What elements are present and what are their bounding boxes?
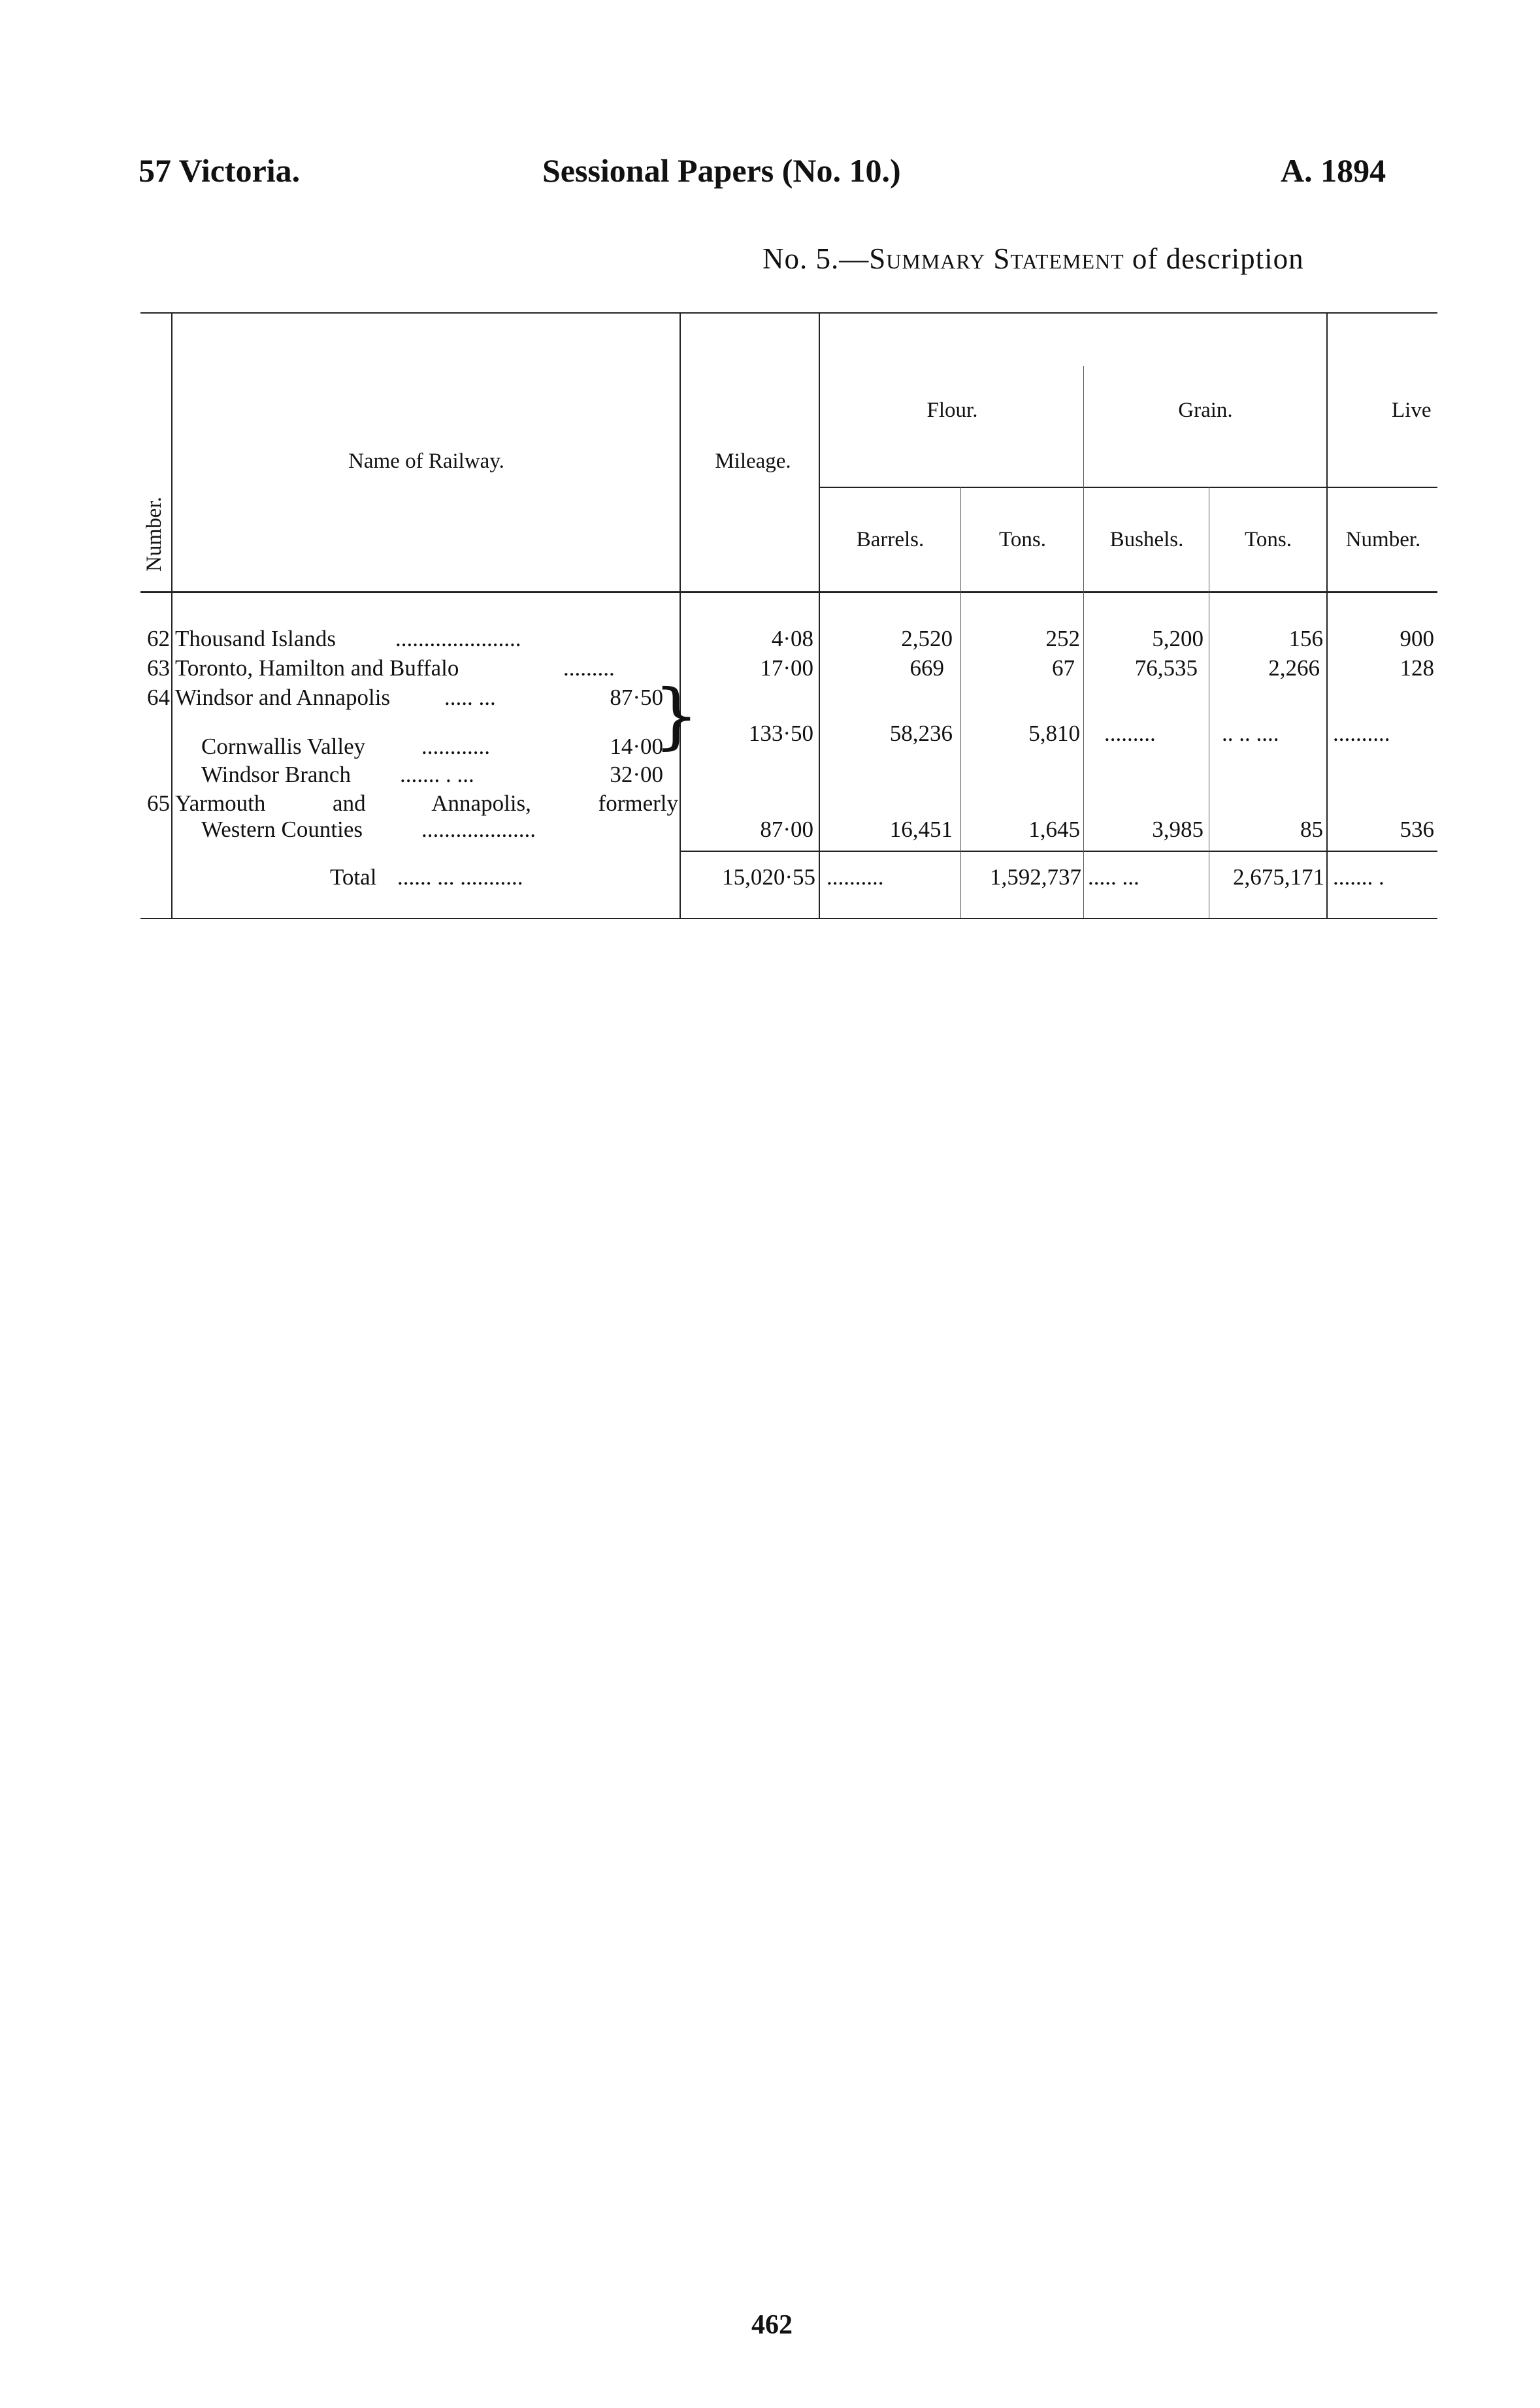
col-name-header: Name of Railway. (348, 449, 504, 473)
rule-top (140, 312, 1437, 314)
railway-branch-name: Windsor Branch (201, 762, 351, 787)
mileage-cell: 87·00 (760, 817, 813, 842)
barrels-cell: 669 (909, 655, 944, 681)
vrule-grain-live (1326, 314, 1328, 918)
total-live-number-cell: ....... . (1333, 866, 1384, 888)
row-number: 64 (147, 685, 170, 710)
railway-branch-name: Cornwallis Valley (201, 734, 366, 759)
grain-tons-cell: .. .. .... (1222, 722, 1279, 745)
barrels-cell: 2,520 (901, 626, 953, 651)
col-barrels-header: Barrels. (856, 528, 925, 551)
page-number: 462 (751, 2310, 793, 2340)
dot-leader: ............ (421, 735, 490, 758)
grain-tons-cell: 85 (1300, 817, 1323, 842)
bushels-cell: 5,200 (1152, 626, 1204, 651)
rule-bottom (140, 918, 1437, 919)
live-number-cell: 536 (1400, 817, 1434, 842)
total-label: Total (330, 864, 377, 890)
railway-name: Toronto, Hamilton and Buffalo (175, 655, 459, 681)
dot-leader: ...... ... ........... (397, 866, 523, 888)
railway-name: Thousand Islands (175, 626, 336, 651)
vrule-flour-barrels (960, 487, 961, 918)
col-flour-header: Flour. (926, 399, 978, 422)
col-live-header: Live (1392, 399, 1432, 422)
header-center: Sessional Papers (No. 10.) (542, 152, 901, 189)
col-flour-tons-header: Tons. (999, 528, 1046, 551)
live-number-cell: 900 (1400, 626, 1434, 651)
live-number-cell: 128 (1400, 655, 1434, 681)
vrule-number (171, 314, 172, 918)
dot-leader: ..... ... (444, 686, 496, 709)
header-right: A. 1894 (1281, 152, 1386, 189)
bushels-cell: 76,535 (1134, 655, 1198, 681)
rule-header-bottom (140, 591, 1437, 593)
brace-icon: } (653, 674, 699, 757)
vrule-flour-grain (1083, 366, 1084, 918)
grain-tons-cell: 2,266 (1268, 655, 1320, 681)
total-mileage-cell: 15,020·55 (722, 864, 815, 890)
barrels-cell: 16,451 (889, 817, 953, 842)
flour-tons-cell: 5,810 (1028, 721, 1080, 746)
col-bushels-header: Bushels. (1109, 528, 1184, 551)
live-number-cell: .......... (1333, 722, 1390, 745)
barrels-cell: 58,236 (889, 721, 953, 746)
sub-mileage-cell: 14·00 (610, 734, 663, 759)
total-barrels-cell: .......... (827, 866, 884, 888)
table-title: No. 5.—Summary Statement of description (762, 242, 1304, 275)
dot-leader: ....... . ... (400, 763, 474, 786)
flour-tons-cell: 252 (1045, 626, 1080, 651)
vrule-name (680, 314, 681, 918)
railway-name: Windsor and Annapolis (175, 685, 391, 710)
grain-tons-cell: 156 (1288, 626, 1323, 651)
total-grain-tons-cell: 2,675,171 (1233, 864, 1324, 890)
railway-name-continued: Western Counties (201, 817, 363, 842)
total-bushels-cell: ..... ... (1088, 866, 1139, 888)
bushels-cell: 3,985 (1152, 817, 1204, 842)
col-grain-tons-header: Tons. (1245, 528, 1292, 551)
dot-leader: ...................... (395, 627, 521, 650)
sub-mileage-cell: 87·50 (610, 685, 663, 710)
header-left: 57 Victoria. (139, 152, 301, 189)
total-flour-tons-cell: 1,592,737 (990, 864, 1081, 890)
mileage-cell: 4·08 (771, 626, 813, 651)
col-grain-header: Grain. (1178, 399, 1233, 422)
dot-leader: .................... (421, 818, 536, 841)
col-live-number-header: Number. (1345, 528, 1421, 551)
bushels-cell: ......... (1104, 722, 1156, 745)
rule-total-top (680, 851, 1437, 852)
col-number-header: Number. (142, 496, 166, 572)
mileage-cell: 17·00 (760, 655, 813, 681)
mileage-cell: 133·50 (748, 721, 813, 746)
sub-mileage-cell: 32·00 (610, 762, 663, 787)
flour-tons-cell: 1,645 (1028, 817, 1080, 842)
row-number: 63 (147, 655, 170, 681)
railway-name: Yarmouth and Annapolis, formerly (175, 790, 678, 816)
row-number: 65 (147, 790, 170, 816)
rule-subheader (820, 487, 1437, 488)
col-mileage-header: Mileage. (715, 449, 791, 473)
dot-leader: ......... (563, 657, 615, 679)
flour-tons-cell: 67 (1052, 655, 1075, 681)
row-number: 62 (147, 626, 170, 651)
